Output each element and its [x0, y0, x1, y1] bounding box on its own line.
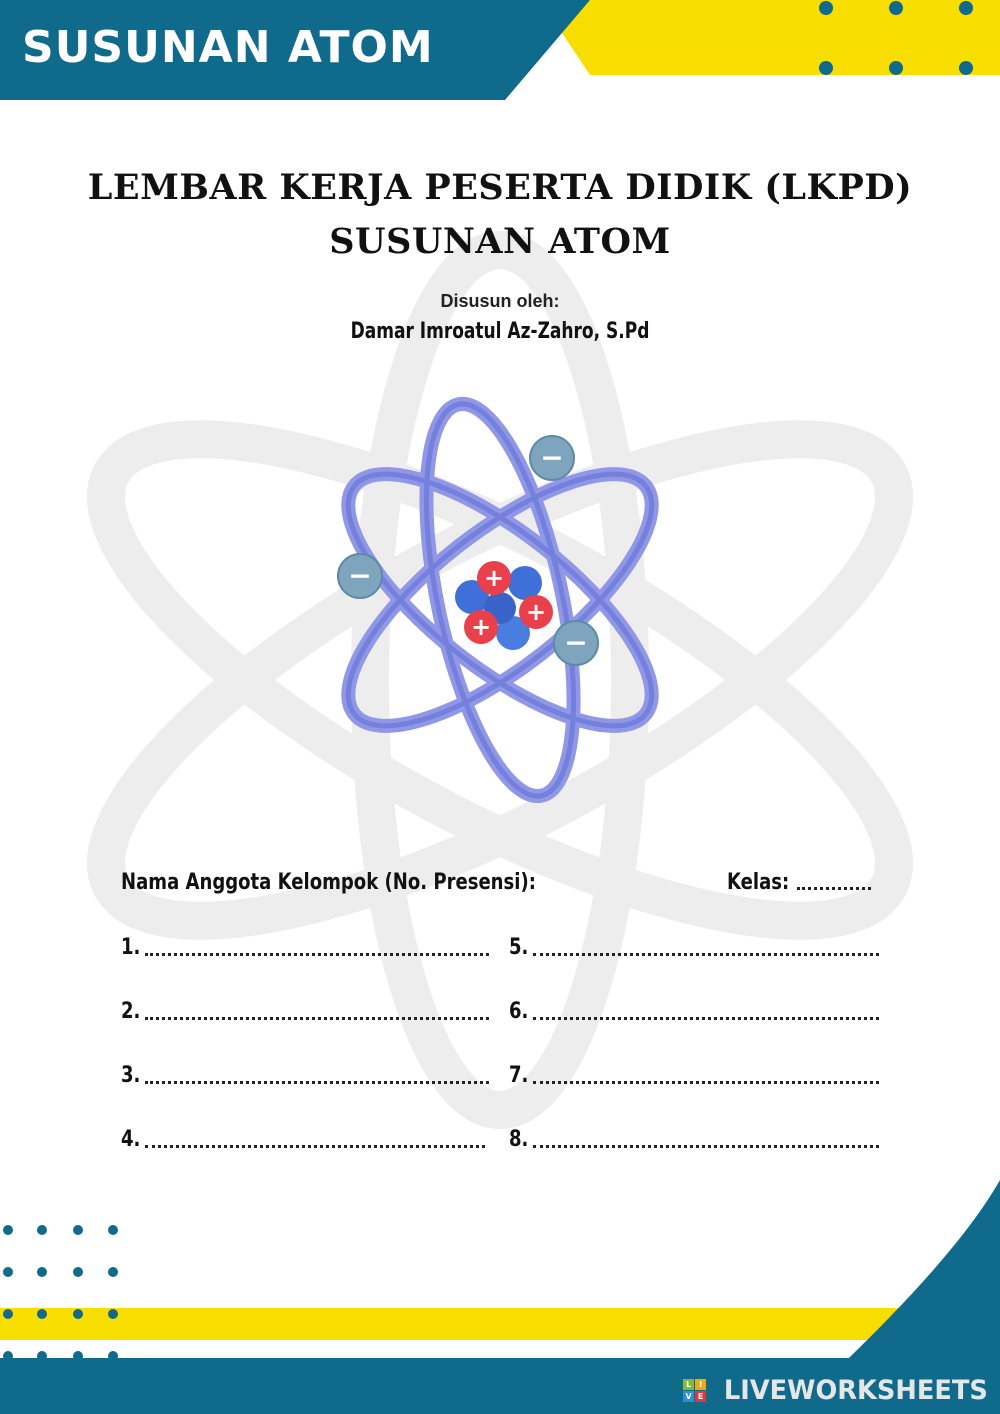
member-field-4[interactable] [121, 1127, 485, 1152]
member-blank[interactable] [145, 1081, 489, 1084]
member-field-6[interactable] [509, 999, 879, 1024]
member-blank[interactable] [533, 953, 879, 956]
members-label: Nama Anggota Kelompok (No. Presensi): [121, 870, 536, 895]
atom-illustration [300, 390, 700, 810]
member-number: 8. [509, 1127, 529, 1152]
authored-by-label: Disusun oleh: [440, 291, 560, 311]
member-number: 5. [509, 935, 529, 960]
document-title: LEMBAR KERJA PESERTA DIDIK (LKPD) [87, 167, 913, 208]
member-number: 7. [509, 1063, 529, 1088]
logo-tile-v: V [683, 1391, 694, 1402]
member-field-3[interactable] [121, 1063, 489, 1088]
svg-text:+: + [470, 613, 492, 641]
svg-text:+: + [483, 564, 505, 592]
member-field-2[interactable] [121, 999, 489, 1024]
electron [338, 554, 382, 598]
header-yellow-band [540, 0, 1000, 75]
member-field-1[interactable] [121, 935, 489, 960]
member-blank[interactable] [533, 1017, 879, 1020]
header-title: SUSUNAN ATOM [22, 22, 434, 73]
member-field-8[interactable] [509, 1127, 879, 1152]
member-number: 3. [121, 1063, 141, 1088]
class-blank[interactable] [797, 887, 871, 890]
author-name: Damar Imroatul Az-Zahro, S.Pd [350, 319, 650, 344]
member-number: 2. [121, 999, 141, 1024]
member-blank[interactable] [145, 1145, 485, 1148]
proton [519, 595, 553, 629]
svg-text:−: − [540, 441, 564, 474]
liveworksheets-wordmark: LIVEWORKSHEETS [724, 1375, 988, 1406]
member-blank[interactable] [533, 1145, 879, 1148]
member-field-7[interactable] [509, 1063, 879, 1088]
member-blank[interactable] [533, 1081, 879, 1084]
member-number: 6. [509, 999, 529, 1024]
logo-tile-l: L [683, 1379, 694, 1390]
electron [530, 436, 574, 480]
liveworksheets-logo-icon [683, 1379, 706, 1402]
member-blank[interactable] [145, 1017, 489, 1020]
bottom-left-dots [3, 1225, 118, 1361]
nucleus [455, 561, 553, 650]
svg-text:−: − [564, 626, 588, 659]
document-subtitle: SUSUNAN ATOM [329, 221, 671, 262]
proton [477, 561, 511, 595]
class-label: Kelas: [727, 870, 790, 895]
logo-tile-i: I [695, 1379, 706, 1390]
liveworksheets-brand[interactable] [683, 1375, 988, 1406]
member-blank[interactable] [145, 953, 489, 956]
neutron [508, 566, 542, 600]
member-field-5[interactable] [509, 935, 879, 960]
svg-text:−: − [348, 559, 372, 592]
footer-yellow-band [0, 1308, 1000, 1340]
logo-tile-e: E [695, 1391, 706, 1402]
electron [554, 621, 598, 665]
svg-text:+: + [525, 598, 547, 626]
member-number: 4. [121, 1127, 141, 1152]
class-field[interactable] [727, 870, 871, 895]
member-number: 1. [121, 935, 141, 960]
proton [464, 610, 498, 644]
